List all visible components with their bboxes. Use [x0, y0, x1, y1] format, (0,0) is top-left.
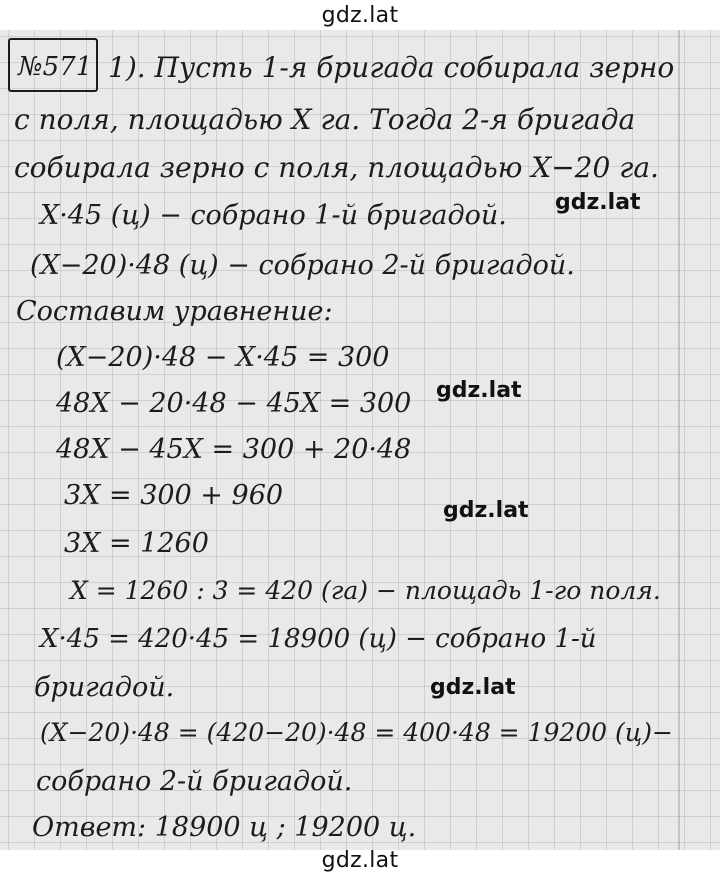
result-line-2: бригадой. — [34, 672, 175, 703]
equation-line-5: 3Х = 1260 — [64, 528, 209, 559]
notebook-page — [0, 30, 720, 850]
solution-line-6: Составим уравнение: — [16, 296, 333, 327]
equation-line-6: Х = 1260 : 3 = 420 (га) − площадь 1-го поля. — [70, 576, 661, 605]
watermark-mid-2: gdz.lat — [436, 378, 522, 403]
equation-line-3: 48Х − 45Х = 300 + 20·48 — [56, 434, 412, 465]
watermark-bottom: gdz.lat — [321, 848, 399, 873]
result-line-4: собрано 2-й бригадой. — [36, 766, 353, 797]
watermark-mid-3: gdz.lat — [443, 498, 529, 523]
solution-line-3: собирала зерно с поля, площадью Х−20 га. — [14, 151, 659, 184]
problem-number: №571 — [18, 52, 93, 82]
watermark-mid-1: gdz.lat — [555, 190, 641, 215]
solution-line-2: с поля, площадью Х га. Тогда 2-я бригада — [14, 103, 636, 136]
watermark-mid-4: gdz.lat — [430, 675, 516, 700]
result-line-3: (Х−20)·48 = (420−20)·48 = 400·48 = 19200 (ц)− — [40, 718, 673, 747]
answer-line: Ответ: 18900 ц ; 19200 ц. — [32, 812, 417, 843]
equation-line-4: 3Х = 300 + 960 — [64, 480, 284, 511]
solution-line-5: (Х−20)·48 (ц) − собрано 2-й бригадой. — [30, 250, 575, 281]
solution-line-1: 1). Пусть 1-я бригада собирала зерно — [108, 51, 675, 84]
margin-line — [678, 30, 680, 850]
result-line-1: Х·45 = 420·45 = 18900 (ц) − собрано 1-й — [40, 624, 597, 654]
watermark-top: gdz.lat — [321, 3, 399, 28]
solution-line-4: Х·45 (ц) − собрано 1-й бригадой. — [40, 200, 507, 231]
equation-line-1: (Х−20)·48 − Х·45 = 300 — [56, 342, 390, 373]
problem-number-box — [8, 38, 98, 92]
equation-line-2: 48Х − 20·48 − 45Х = 300 — [56, 388, 412, 419]
